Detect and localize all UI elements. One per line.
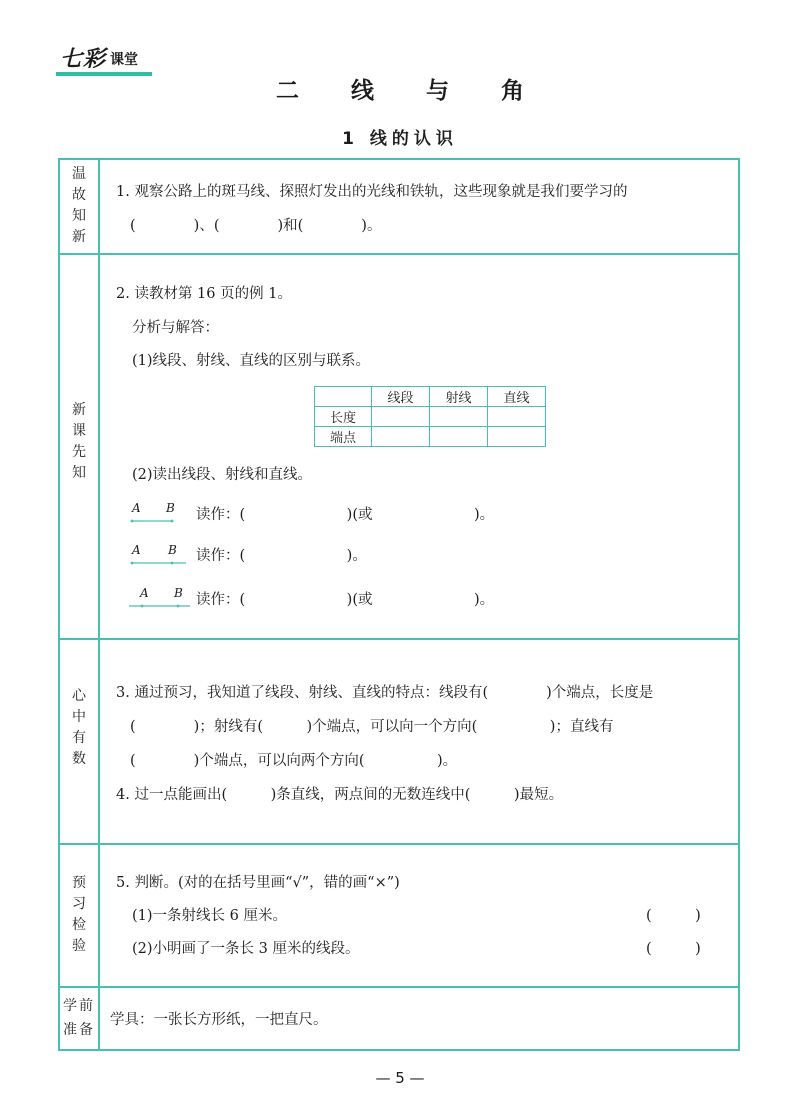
table-answer-cell[interactable] [430,427,488,447]
point-label-a: A [132,543,141,557]
point-label-b: B [166,501,175,515]
q5-item1-answer-blank[interactable]: ( ) [646,908,701,924]
segment-ab-figure [128,501,180,527]
point-label-a: A [132,501,141,515]
section-label-review: 温 故 知 新 [72,166,86,245]
series-logo [56,42,152,76]
q2-analysis: 分析与解答： [132,320,219,336]
section-label-check: 预 习 检 验 [72,875,86,954]
table-answer-cell[interactable] [430,407,488,427]
q5-item1: (1)一条射线长 6 厘米。 [132,908,287,924]
table-row [315,407,546,427]
table-header-cell: 线段 [372,387,430,407]
table-header-cell: 直线 [488,387,546,407]
section-divider [58,843,740,845]
table-header-row [315,387,546,407]
section-label-preview: 新 课 先 知 [72,402,86,481]
comparison-table [314,386,546,447]
section-label-prep: 学前 准备 [63,998,95,1038]
prep-materials: 学具：一张长方形纸，一把直尺。 [110,1012,328,1028]
q4-line1: 4. 过一点能画出( )条直线，两点间的无数连线中( )最短。 [116,787,564,803]
q3-line3: ( )个端点，可以向两个方向( )。 [130,753,458,769]
q2-part2: (2)读出线段、射线和直线。 [132,467,313,483]
ray-ab-icon [128,559,190,567]
q5-item2-answer-blank[interactable]: ( ) [646,941,701,957]
table-row-label: 端点 [315,427,372,447]
section-divider [58,986,740,988]
point-label-b: B [174,586,183,600]
q1-line2: ( )、( )和( )。 [130,218,382,234]
unit-title: 二 线 与 角 [275,78,547,104]
table-row-label: 长度 [315,407,372,427]
section-label-mind: 心 中 有 数 [72,688,86,767]
q2-part1: (1)线段、射线、直线的区别与联系。 [132,353,371,369]
point-label-a: A [140,586,149,600]
ray-ab-figure [128,543,190,569]
segment-ab-icon [128,517,180,525]
q2-figure1-reading: 读作：( )(或 )。 [196,507,495,523]
table-answer-cell[interactable] [372,427,430,447]
table-answer-cell[interactable] [372,407,430,427]
logo-main-text: 七彩 [60,47,107,72]
table-row [315,427,546,447]
logo-sub-text: 课堂 [110,52,138,68]
q1-line1: 1. 观察公路上的斑马线、探照灯发出的光线和铁轨，这些现象就是我们要学习的 [116,184,628,200]
table-header-cell [315,387,372,407]
q2-figure3-reading: 读作：( )(或 )。 [196,592,495,608]
table-header-cell: 射线 [430,387,488,407]
section-divider [58,638,740,640]
q5-item2: (2)小明画了一条长 3 厘米的线段。 [132,941,360,957]
page-number: — 5 — [375,1069,425,1087]
section-divider [58,253,740,255]
table-answer-cell[interactable] [488,427,546,447]
lesson-title: 1 线的认识 [342,129,458,149]
point-label-b: B [168,543,177,557]
q2-stem: 2. 读教材第 16 页的例 1。 [116,286,292,302]
q5-stem: 5. 判断。(对的在括号里画“√”，错的画“×”) [116,875,400,891]
table-answer-cell[interactable] [488,407,546,427]
q2-figure2-reading: 读作：( )。 [196,548,367,564]
q3-line2: ( )；射线有( )个端点，可以向一个方向( )；直线有 [130,719,614,735]
line-ab-icon [128,602,192,610]
q3-line1: 3. 通过预习，我知道了线段、射线、直线的特点：线段有( )个端点，长度是 [116,685,654,701]
line-ab-figure [128,586,192,612]
